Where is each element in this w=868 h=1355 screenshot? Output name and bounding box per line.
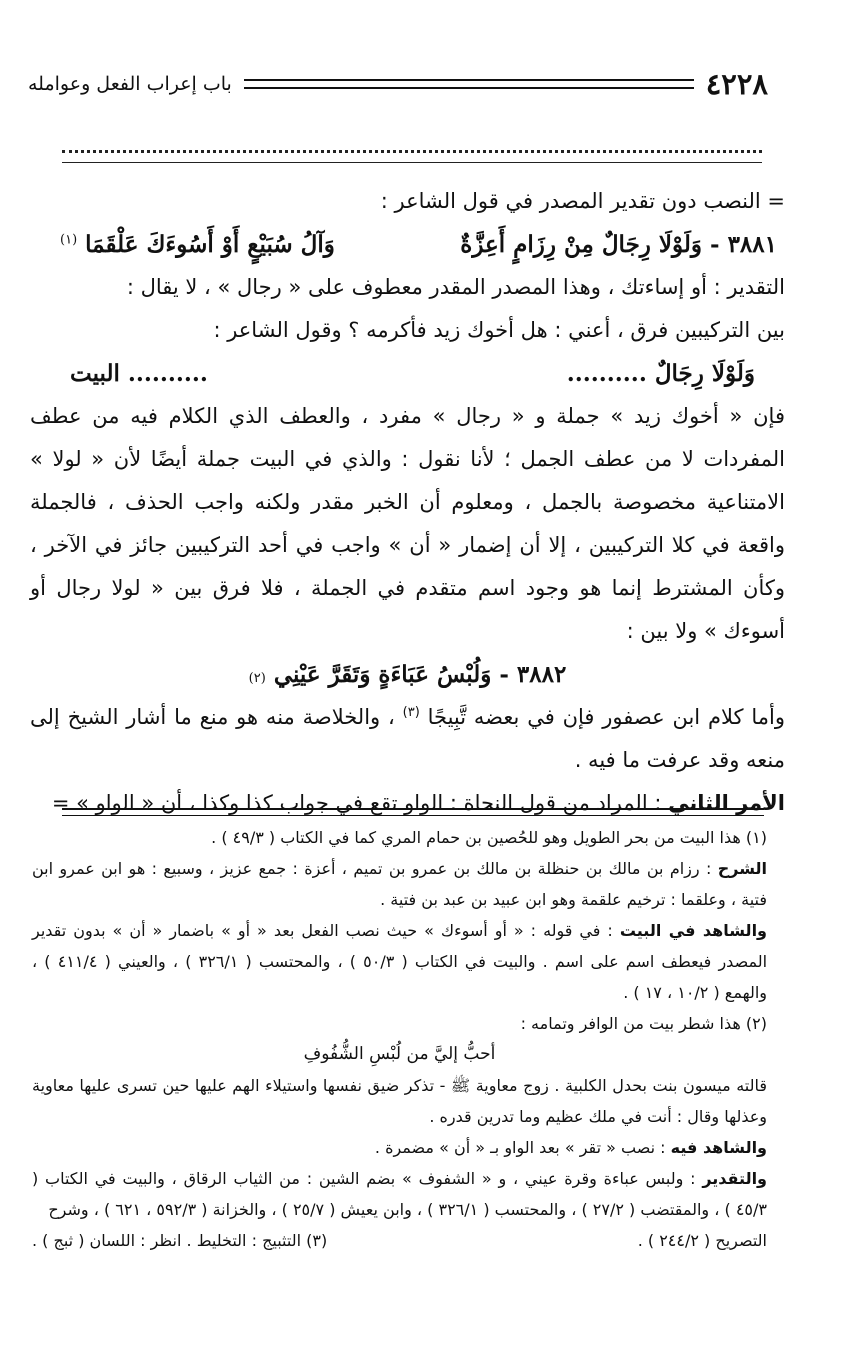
footnote-separator — [62, 808, 764, 816]
footnote-marker-1: (١) — [60, 232, 78, 248]
second-matter-paragraph: الأمر الثاني : المراد من قول النحاة : الواو تقع في جواب كذا وكذا ، أن « الواو » = — [51, 791, 785, 815]
footnote-last-line — [32, 1225, 767, 1256]
footnote-2-end: التصريح ( ٢٤٤/٢ ) . — [637, 1231, 767, 1250]
thin-divider — [62, 162, 762, 163]
second-matter-label: الأمر الثاني — [668, 791, 785, 815]
footnote-2-text: قالته ميسون بنت بحدل الكلبية . زوج معاوية ﷺ - تذكر ضيق نفسها واستيلاء الهم عليها حين تسرى عليها معاوية وعذلها وقال : أنت في ملك عظيم وما تدرين قدره . — [32, 1076, 767, 1126]
partial-verse-start: وَلَوْلَا رِجَالٌ .......... — [566, 360, 755, 387]
verse-3881-second-hemistich: وَآلُ سُبَيْعٍ أَوْ أَسُوءَكَ عَلْقَمَا $^{(١)}$ — [60, 231, 335, 258]
footnote-1: (١) هذا البيت من بحر الطويل وهو للحُصين بن حمام المري كما في الكتاب ( ٤٩/٣ ) . — [211, 828, 767, 847]
footnote-2-taqdir: والتقدير : ولبس عباءة وقرة عيني ، و « الشفوف » بضم الشين : من الثياب الرقاق ، والبيت في الكتاب ( ٤٥/٣ ) ، والمقتضب ( ٢٧/٢ ) ، والمحتسب ( ٣٢٦/١ ) ، وابن يعيش ( ٢٥/٧ ) ، والخزانة ( ٥٩٢/٣ ، ٦٢١ ) ، وشرح — [32, 1169, 767, 1219]
footnote-1-shahid: والشاهد في البيت : في قوله : « أو أسوءك » حيث نصب الفعل بعد « أو » باضمار « أن » بدون تقدير المصدر فيعطف اسم على اسم . والبيت في الكتاب ( ٥٠/٣ ) ، والمحتسب ( ٣٢٦/١ ) ، والعيني ( ٤١١/٤ ) ، والهمع ( ١٠/٢ ، ١٧ ) . — [32, 921, 768, 1002]
footnote-marker-3: (٣) — [402, 705, 420, 720]
verse-3881-first-hemistich: ٣٨٨١ - وَلَوْلَا رِجَالٌ مِنْ رِزَامٍ أَعِزَّةٌ — [460, 231, 777, 258]
paragraph-1-line-1: التقدير : أو إساءتك ، وهذا المصدر المقدر معطوف على « رجال » ، لا يقال : — [126, 275, 785, 299]
partial-verse — [30, 352, 785, 395]
paragraph-3: وأما كلام ابن عصفور فإن في بعضه تَّبِيجًا $^{(٣)}$ ، والخلاصة منه هو منع ما أشار الشيخ إلى منعه وقد عرفت ما فيه . — [30, 705, 785, 772]
paragraph-1-line-2: بين التركيبين فرق ، أعني : هل أخوك زيد فأكرمه ؟ وقول الشاعر : — [213, 318, 785, 342]
footnote-1-sharh: الشرح : رزام بن مالك بن حنظلة بن مالك بن عمرو بن تميم ، أعزة : جمع عزيز ، وسبيع : هو ابن عمرو ابن فتية ، وعلقما : ترخيم علقمة وهو ابن عبيد بن عبد بن فتية . — [32, 859, 767, 909]
paragraph-2: فإن « أخوك زيد » جملة و « رجال » مفرد ، والعطف الذي الكلام فيه من عطف المفردات لا من عطف الجمل ؛ لأنا نقول : والذي في البيت جملة أيضًا لأن « لولا » الامتناعية مخصوصة بالجمل ، ومعلوم أن الخبر مقدر ولكنه واجب الحذف ، فالجملة واقعة في كلا التركيبين ، إلا أن إضمار « أن » واجب في أحد التركيبين جائز في الآخر ، وكأن المشترط إنما هو وجود اسم متقدم في الجملة ، فلا فرق بين « لولا رجال أو أسوءك » ولا بين : — [30, 404, 785, 643]
chapter-title: باب إعراب الفعل وعوامله — [28, 73, 232, 95]
footnote-2-shahid: والشاهد فيه : نصب « تقر » بعد الواو بـ « أن » مضمرة . — [374, 1138, 767, 1157]
verse-3881 — [30, 223, 785, 266]
footnote-2: (٢) هذا شطر بيت من الوافر وتمامه : — [520, 1014, 767, 1033]
partial-verse-end: .......... البيت — [70, 360, 208, 387]
main-text — [30, 180, 785, 825]
page-number: ٤٢٢٨ — [705, 67, 768, 101]
verse-3882: ٣٨٨٢ - وَلُبْسُ عَبَاءَةٍ وَتَقَرَّ عَيْنِي (٢) — [30, 653, 785, 696]
intro-line: = النصب دون تقدير المصدر في قول الشاعر : — [380, 189, 785, 213]
dotted-divider — [62, 150, 762, 153]
running-header — [28, 64, 768, 104]
header-rule — [244, 79, 694, 89]
verse-3882-text: ٣٨٨٢ - وَلُبْسُ عَبَاءَةٍ وَتَقَرَّ عَيْنِي — [273, 661, 567, 688]
footnotes-section — [32, 822, 767, 1256]
footnote-2-verse: أحبُّ إليَّ من لُبْسِ الشُّفُوفِ — [303, 1044, 496, 1064]
footnote-3: (٣) التثبيج : التخليط . انظر : اللسان ( ثبج ) . — [32, 1231, 328, 1250]
